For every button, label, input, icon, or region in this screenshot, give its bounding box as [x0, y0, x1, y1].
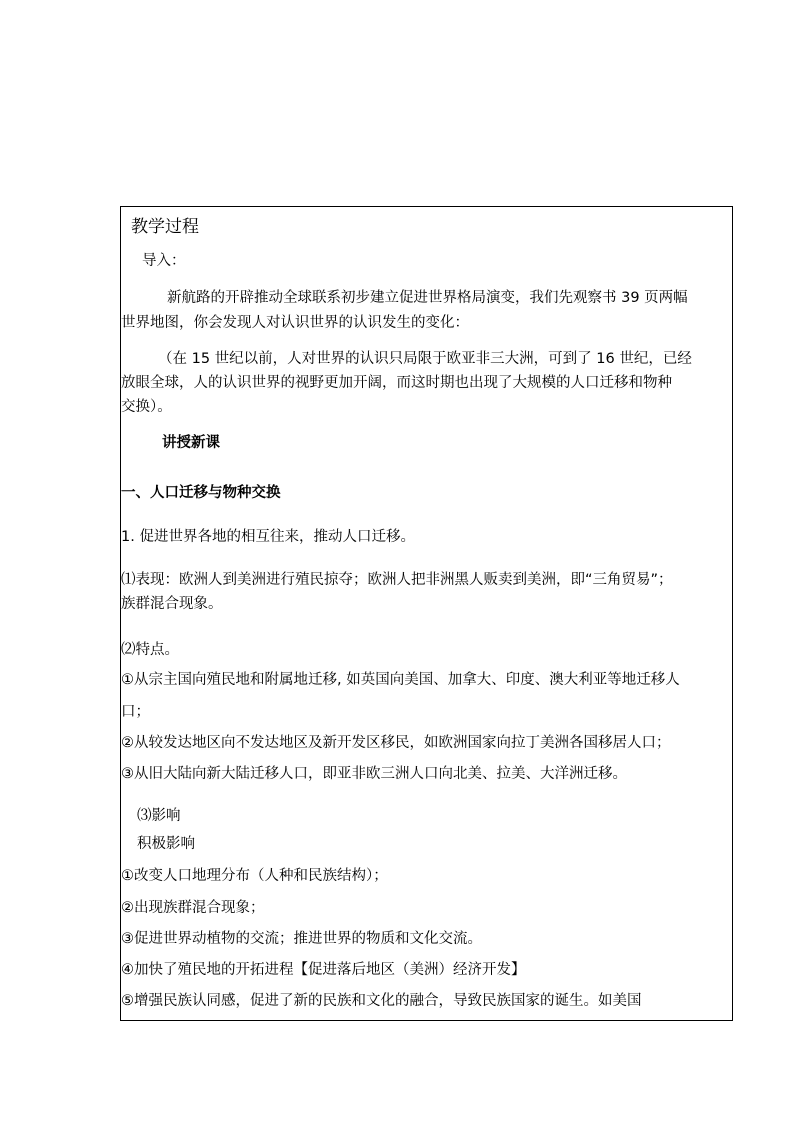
intro-paragraph-2-line: 放眼全球，人的认识世界的视野更加开阔，而这时期也出现了大规模的人口迁移和物种	[121, 375, 672, 391]
intro-paragraph-2-line: 交换）。	[121, 399, 172, 415]
item-1: 1. 促进世界各地的相互往来，推动人口迁移。	[121, 529, 415, 545]
performance-line: 族群混合现象。	[121, 596, 223, 612]
impact-line: ①改变人口地理分布（人种和民族结构）；	[121, 868, 388, 884]
intro-paragraph-2-line: （在 15 世纪以前，人对世界的认识只局限于欧亚非三大洲，可到了 16 世纪，已经	[158, 351, 692, 367]
feature-line: ①从宗主国向殖民地和附属地迁移, 如英国向美国、加拿大、印度、澳大利亚等地迁移人	[121, 672, 680, 688]
feature-line: 口；	[121, 704, 150, 720]
feature-line: ③从旧大陆向新大陆迁移人口，即亚非欧三洲人口向北美、拉美、大洋洲迁移。	[121, 766, 627, 782]
new-lesson-label: 讲授新课	[162, 435, 220, 451]
impact-line: ②出现族群混合现象；	[121, 900, 265, 916]
intro-paragraph-1-line: 新航路的开辟推动全球联系初步建立促进世界格局演变，我们先观察书 39 页两幅	[167, 290, 688, 306]
heading-1: 一、人口迁移与物种交换	[121, 485, 281, 501]
section-title: 教学过程	[131, 217, 199, 237]
impact-line: ④加快了殖民地的开拓进程【促进落后地区（美洲）经济开发】	[121, 962, 526, 978]
feature-line: ②从较发达地区向不发达地区及新开发区移民，如欧洲国家向拉丁美洲各国移居人口；	[121, 735, 671, 751]
intro-paragraph-1-line: 世界地图，你会发现人对认识世界的认识发生的变化：	[121, 315, 469, 331]
positive-impact-label: 积极影响	[137, 836, 195, 852]
performance-line: ⑴表现：欧洲人到美洲进行殖民掠夺；欧洲人把非洲黑人贩卖到美洲，即“三角贸易”；	[121, 572, 673, 588]
impact-line: ③促进世界动植物的交流；推进世界的物质和文化交流。	[121, 931, 482, 947]
features-label: ⑵特点。	[121, 642, 179, 658]
intro-label: 导入：	[142, 253, 186, 269]
impact-label: ⑶影响	[137, 808, 181, 824]
impact-line: ⑤增强民族认同感，促进了新的民族和文化的融合，导致民族国家的诞生。如美国	[121, 993, 642, 1009]
